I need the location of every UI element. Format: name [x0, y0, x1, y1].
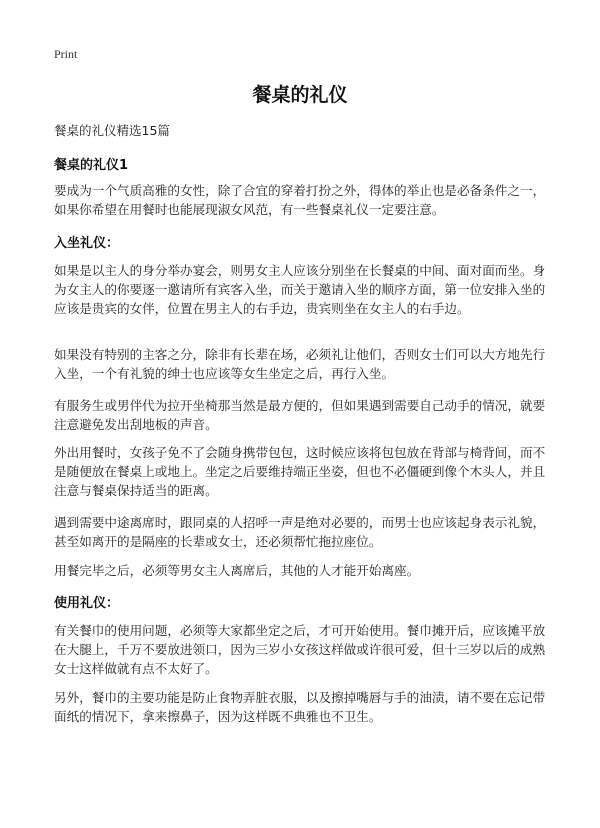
document-subtitle: 餐桌的礼仪精选15篇: [54, 123, 170, 138]
page-title: 餐桌的礼仪: [252, 84, 348, 106]
usage-paragraph-2: 另外，餐巾的主要功能是防止食物弄脏衣服，以及擦掉嘴唇与手的油渍，请不要在忘记带面纸的情况下，拿来擦鼻子，因为这样既不典雅也不卫生。: [54, 690, 546, 724]
seating-paragraph-2: 如果没有特别的主客之分，除非有长辈在场，必须礼让他们，否则女士们可以大方地先行入坐，一个有礼貌的绅士也应该等女生坐定之后，再行入坐。: [54, 347, 546, 381]
seating-paragraph-5: 遇到需要中途离席时，跟同桌的人招呼一声是绝对必要的，而男士也应该起身表示礼貌，甚至如离开的是隔座的长辈或女士，还必须帮忙拖拉座位。: [54, 515, 546, 549]
seating-paragraph-3: 有服务生或男伴代为拉开坐椅那当然是最方便的，但如果遇到需要自己动手的情况，就要注意避免发出刮地板的声音。: [54, 398, 546, 432]
seating-paragraph-1: 如果是以主人的身分举办宴会，则男女主人应该分别坐在长餐桌的中间、面对面而坐。身为女主人的你要逐一邀请所有宾客入坐，而关于邀请入坐的顺序方面，第一位安排入坐的应该是贵宾的女伴，位置在男主人的右手边，贵宾则坐在女主人的右手边。: [54, 263, 546, 316]
print-label[interactable]: Print: [54, 47, 78, 61]
seating-heading: 入坐礼仪：: [54, 236, 120, 251]
usage-heading: 使用礼仪：: [54, 596, 120, 611]
section-heading: 餐桌的礼仪1: [54, 158, 129, 173]
usage-paragraph-1: 有关餐巾的使用问题，必须等大家都坐定之后，才可开始使用。餐巾摊开后，应该摊平放在大腿上，千万不要放进领口，因为三岁小女孩这样做或许很可爱，但十三岁以后的成熟女士这样做就有点不太好了。: [54, 623, 546, 676]
seating-paragraph-4: 外出用餐时，女孩子免不了会随身携带包包，这时候应该将包包放在背部与椅背间，而不是随便放在餐桌上或地上。坐定之后要维持端正坐姿，但也不必僵硬到像个木头人，并且注意与餐桌保持适当的距离。: [54, 445, 546, 498]
intro-paragraph: 要成为一个气质高雅的女性，除了合宜的穿着打扮之外，得体的举止也是必备条件之一，如果你希望在用餐时也能展现淑女风范，有一些餐桌礼仪一定要注意。: [54, 183, 546, 217]
seating-paragraph-6: 用餐完毕之后，必须等男女主人离席后，其他的人才能开始离座。: [54, 563, 420, 578]
